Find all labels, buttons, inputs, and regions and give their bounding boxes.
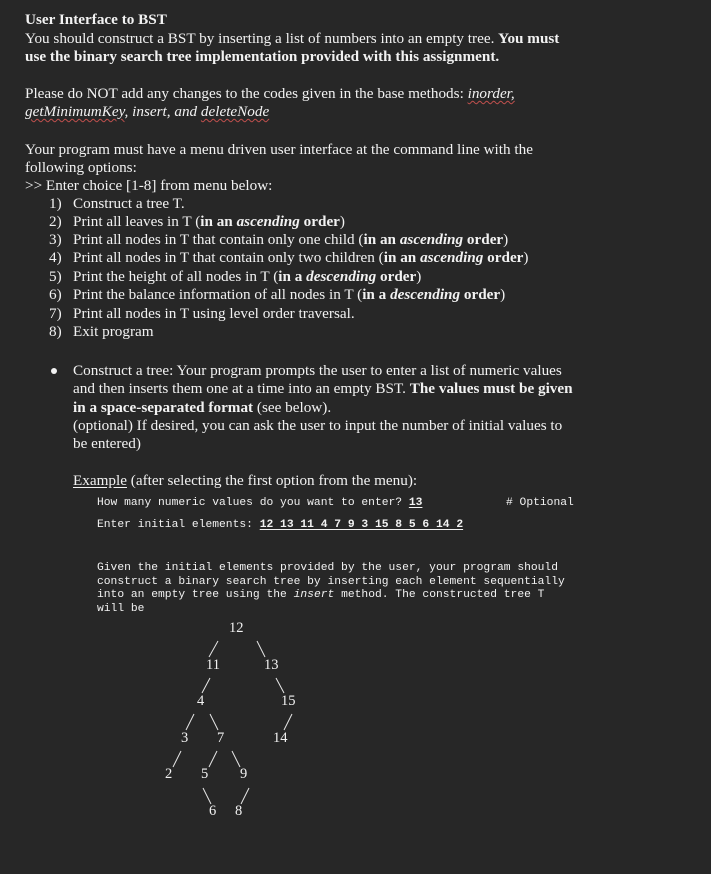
edge-5-6: [203, 788, 211, 804]
menu-item-4: 4) Print all nodes in T that contain only two children (in an ascending order): [49, 249, 529, 266]
tree-node-8: 8: [235, 803, 243, 819]
example-heading: Example (after selecting the first option from the menu):: [73, 472, 418, 489]
tree-node-6: 6: [209, 803, 217, 819]
menu-item-text: Print the balance information of all nodes in T (: [73, 286, 363, 303]
edge-3-2: [173, 751, 181, 767]
menu-item-6: 6) Print the balance information of all nodes in T (in a descending order): [49, 286, 506, 303]
example-para-line-4: will be: [97, 603, 145, 615]
example-elements-value: 12 13 11 4 7 9 3 15 8 5 6 14 2: [259, 519, 464, 531]
method-insert: insert: [132, 103, 167, 120]
edge-15-14: [284, 714, 292, 730]
example-count-prompt: How many numeric values do you want to enter? 13: [97, 497, 423, 509]
edge-12-11: [209, 641, 218, 657]
tree-node-12: 12: [229, 620, 244, 636]
menu-item-5: 5) Print the height of all nodes in T (in a descending order): [49, 268, 422, 285]
example-para-line-1: Given the initial elements provided by the user, your program should: [97, 562, 558, 574]
menu-item-text: Print all leaves in T (: [73, 213, 201, 230]
method-inorder: inorder,: [467, 85, 515, 102]
menu-item-num: 3): [49, 231, 62, 248]
menu-item-text: Construct a tree T.: [73, 195, 185, 212]
menu-intro-line-1: Your program must have a menu driven user interface at the command line with the: [25, 141, 533, 158]
example-elements-prompt: Enter initial elements: 12 13 11 4 7 9 3 15 8 5 6 14 2: [97, 519, 464, 531]
menu-item-3: 3) Print all nodes in T that contain only one child (in an ascending order): [49, 231, 509, 248]
menu-prompt: >> Enter choice [1-8] from menu below:: [25, 177, 273, 194]
edge-4-7: [210, 714, 218, 730]
edge-7-9: [232, 751, 240, 767]
bullet-line-1: Construct a tree: Your program prompts the user to enter a list of numeric values: [73, 362, 562, 379]
tree-node-13: 13: [264, 657, 279, 673]
bullet-line-3: in a space-separated format (see below).: [73, 399, 332, 416]
tree-node-4: 4: [197, 693, 205, 709]
menu-item-num: 6): [49, 286, 62, 303]
tree-node-7: 7: [217, 730, 225, 746]
tree-node-9: 9: [240, 766, 248, 782]
edge-9-8: [241, 788, 249, 804]
method-deletenode: deleteNode: [200, 103, 270, 120]
edge-4-3: [186, 714, 194, 730]
notice-text: Please do NOT add any changes to the codes given in the base methods:: [25, 85, 464, 102]
menu-item-text: Print all nodes in T using level order traversal.: [73, 305, 355, 322]
bullet-line-4: (optional) If desired, you can ask the user to input the number of initial values to: [73, 417, 563, 434]
tree-node-3: 3: [181, 730, 189, 746]
menu-item-text: Exit program: [73, 323, 154, 340]
intro-bold: You must: [498, 30, 560, 47]
edge-12-13: [257, 641, 265, 657]
edge-13-15: [276, 678, 284, 693]
tree-node-2: 2: [165, 766, 173, 782]
menu-item-text: Print the height of all nodes in T (: [73, 268, 279, 285]
menu-item-num: 1): [49, 195, 62, 212]
example-para-line-2: construct a binary search tree by inserting each element sequentially: [97, 576, 565, 588]
notice-and: , and: [166, 103, 198, 120]
tree-node-11: 11: [206, 657, 220, 673]
doc-title: User Interface to BST: [25, 11, 167, 28]
example-count-value: 13: [408, 497, 423, 509]
intro-text: You should construct a BST by inserting a list of numbers into an empty tree.: [25, 30, 495, 47]
edge-11-4: [202, 678, 210, 693]
example-optional-comment: # Optional: [506, 497, 574, 509]
menu-item-text: Print all nodes in T that contain only one child (: [73, 231, 364, 248]
tree-node-15: 15: [281, 693, 296, 709]
edge-7-5: [209, 751, 217, 767]
menu-item-num: 4): [49, 249, 62, 266]
menu-item-num: 5): [49, 268, 62, 285]
menu-item-num: 8): [49, 323, 62, 340]
menu-item-num: 7): [49, 305, 62, 322]
menu-item-num: 2): [49, 213, 62, 230]
example-para-line-3: into an empty tree using the insert method. The constructed tree T: [97, 589, 545, 601]
bullet-line-5: be entered): [73, 435, 141, 452]
example-label: Example: [73, 472, 127, 489]
method-getminimumkey: getMinimumKey: [25, 103, 125, 120]
menu-item-text: Print all nodes in T that contain only two children (: [73, 249, 384, 266]
notice-sep: ,: [124, 103, 129, 120]
menu-intro-line-2: following options:: [25, 159, 137, 176]
tree-node-14: 14: [273, 730, 288, 746]
menu-item-2: 2) Print all leaves in T (in an ascending order): [49, 213, 345, 230]
tree-node-5: 5: [201, 766, 209, 782]
intro-line-2: use the binary search tree implementation provided with this assignment.: [25, 48, 500, 65]
bullet-line-2: and then inserts them one at a time into an empty BST. The values must be given: [73, 380, 573, 397]
